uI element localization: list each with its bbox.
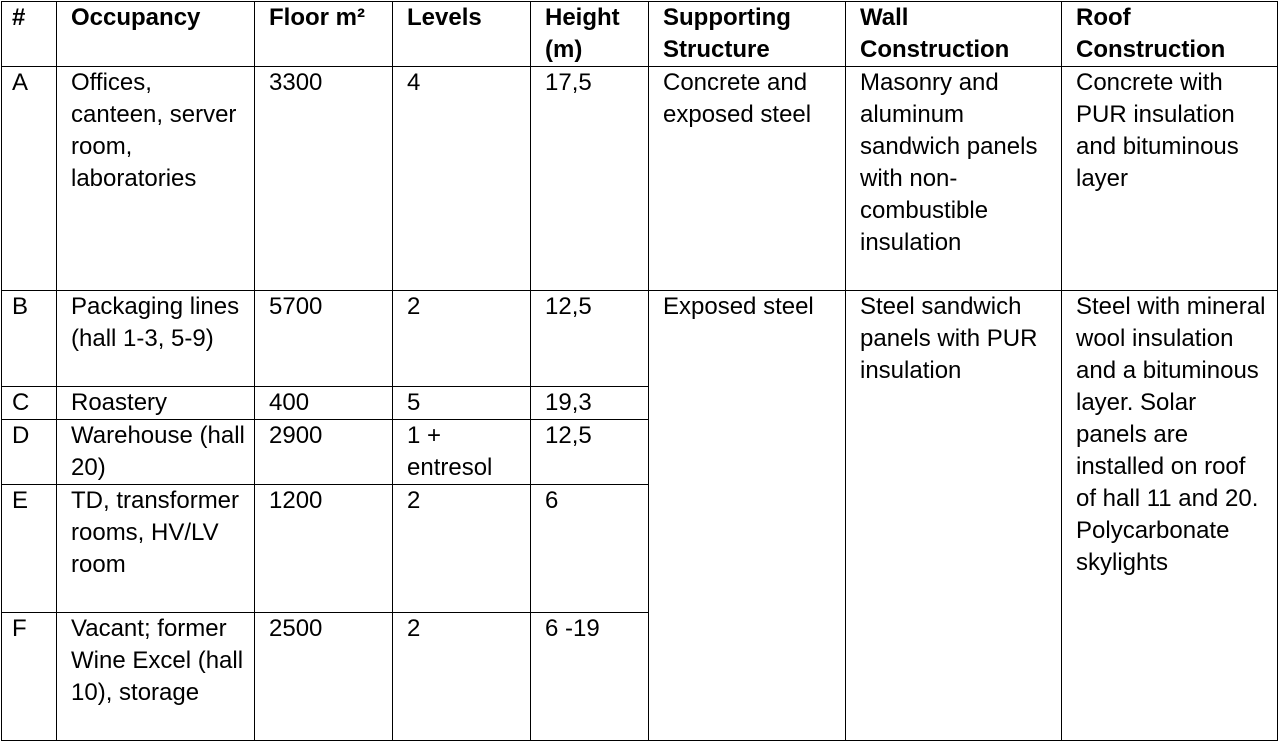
row-id: C xyxy=(2,387,57,420)
header-roof-construction: Roof Construction xyxy=(1062,2,1278,67)
roof-construction-cell: Concrete with PUR insulation and bituminous layer xyxy=(1062,67,1278,291)
levels-cell: 4 xyxy=(393,67,531,291)
wall-construction-cell: Masonry and aluminum sandwich panels with non-combustible insulation xyxy=(846,67,1062,291)
floor-cell: 400 xyxy=(255,387,393,420)
floor-cell: 2500 xyxy=(255,613,393,741)
header-height: Height (m) xyxy=(531,2,649,67)
row-id: D xyxy=(2,420,57,485)
row-id: B xyxy=(2,291,57,387)
occupancy-cell: TD, transformer rooms, HV/LV room xyxy=(57,485,255,613)
height-cell: 17,5 xyxy=(531,67,649,291)
header-occupancy: Occupancy xyxy=(57,2,255,67)
height-cell: 6 xyxy=(531,485,649,613)
table-row xyxy=(2,291,1278,387)
levels-cell: 2 xyxy=(393,291,531,387)
row-id: A xyxy=(2,67,57,291)
occupancy-cell: Offices, canteen, server room, laboratories xyxy=(57,67,255,291)
occupancy-cell: Packaging lines (hall 1-3, 5-9) xyxy=(57,291,255,387)
height-cell: 12,5 xyxy=(531,291,649,387)
header-id: # xyxy=(2,2,57,67)
levels-cell: 5 xyxy=(393,387,531,420)
building-construction-table xyxy=(1,1,1278,741)
height-cell: 12,5 xyxy=(531,420,649,485)
height-cell: 19,3 xyxy=(531,387,649,420)
height-cell: 6 -19 xyxy=(531,613,649,741)
occupancy-cell: Roastery xyxy=(57,387,255,420)
header-levels: Levels xyxy=(393,2,531,67)
levels-cell: 1 + entresol xyxy=(393,420,531,485)
occupancy-cell: Warehouse (hall 20) xyxy=(57,420,255,485)
floor-cell: 2900 xyxy=(255,420,393,485)
table-row xyxy=(2,67,1278,291)
header-supporting-structure: Supporting Structure xyxy=(649,2,846,67)
supporting-structure-cell: Exposed steel xyxy=(649,291,846,741)
floor-cell: 5700 xyxy=(255,291,393,387)
row-id: F xyxy=(2,613,57,741)
levels-cell: 2 xyxy=(393,613,531,741)
header-floor: Floor m² xyxy=(255,2,393,67)
floor-cell: 1200 xyxy=(255,485,393,613)
table-header-row xyxy=(2,2,1278,67)
wall-construction-cell: Steel sandwich panels with PUR insulation xyxy=(846,291,1062,741)
levels-cell: 2 xyxy=(393,485,531,613)
header-wall-construction: Wall Construction xyxy=(846,2,1062,67)
roof-construction-cell: Steel with mineral wool insulation and a bituminous layer. Solar panels are installed on roof of hall 11 and 20. Polycarbonate skylights xyxy=(1062,291,1278,741)
supporting-structure-cell: Concrete and exposed steel xyxy=(649,67,846,291)
floor-cell: 3300 xyxy=(255,67,393,291)
row-id: E xyxy=(2,485,57,613)
occupancy-cell: Vacant; former Wine Excel (hall 10), storage xyxy=(57,613,255,741)
